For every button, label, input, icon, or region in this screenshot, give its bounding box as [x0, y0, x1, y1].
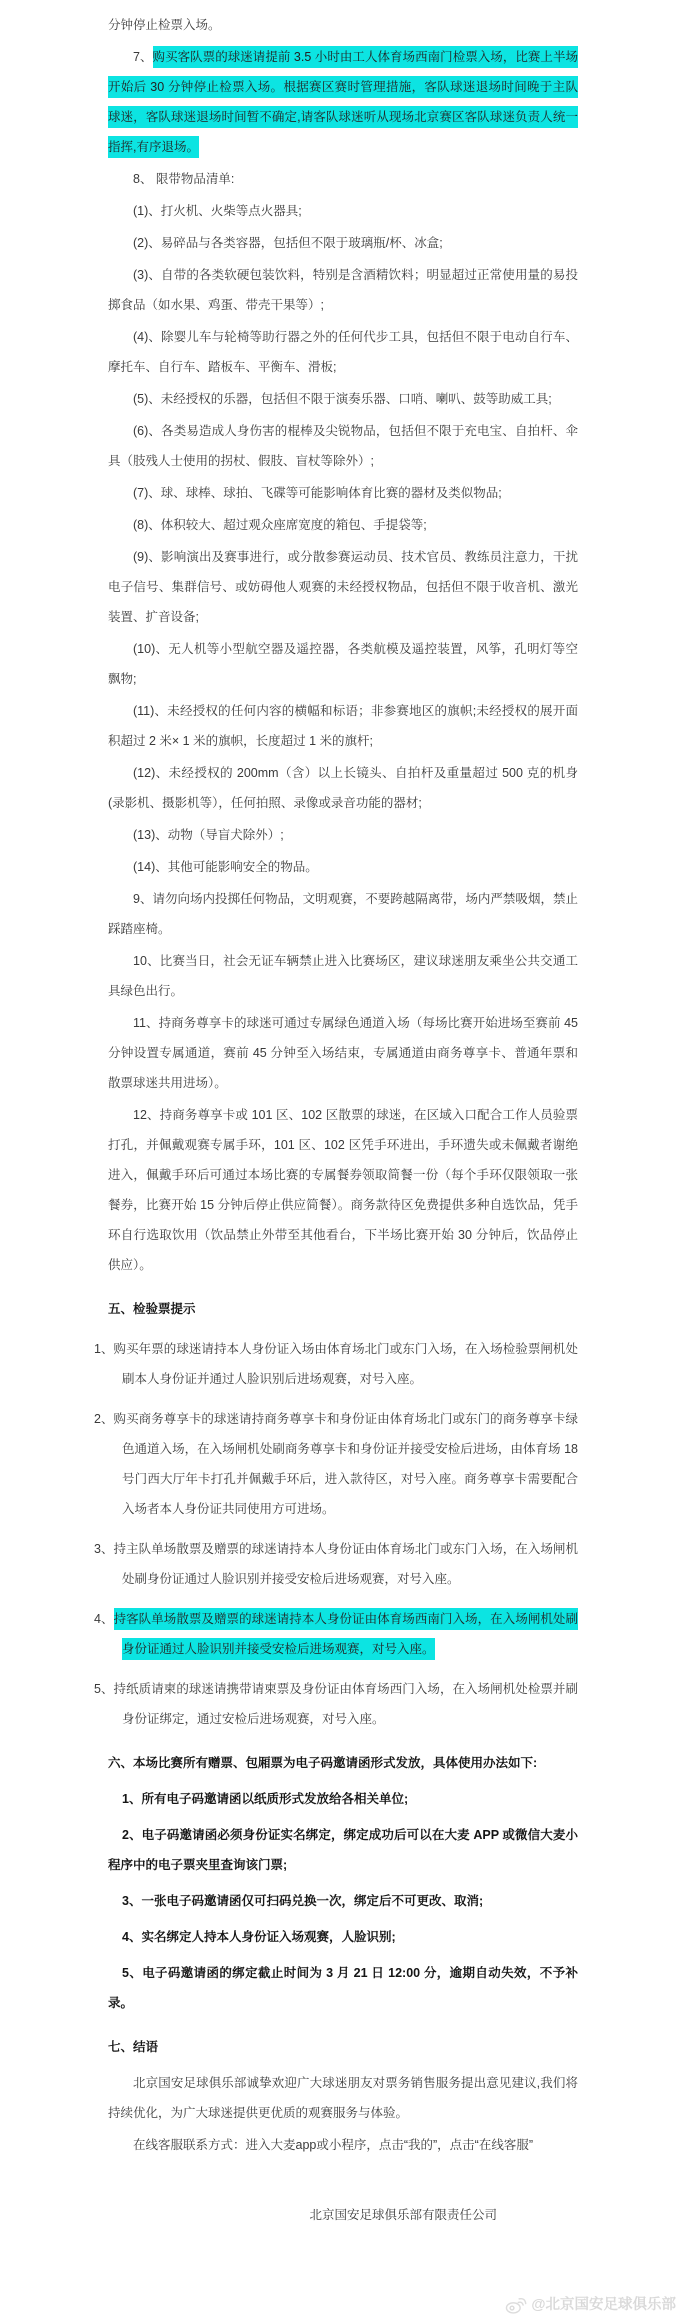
section-heading — [108, 1294, 578, 1324]
signature-company — [108, 2200, 578, 2230]
weibo-watermark — [505, 2295, 676, 2315]
paragraph — [108, 946, 578, 1006]
text-run: 10、比赛当日，社会无证车辆禁止进入比赛场区，建议球迷朋友乘坐公共交通工具绿色出行。 — [108, 954, 578, 998]
text-run: (14)、其他可能影响安全的物品。 — [133, 860, 318, 874]
text-run: (11)、未经授权的任何内容的横幅和标语；非参赛地区的旗帜;未经授权的展开面积超过 2 米× 1 米的旗帜，长度超过 1 米的旗杆; — [108, 704, 578, 748]
text-run: (8)、体积较大、超过观众座席宽度的箱包、手提袋等; — [133, 518, 427, 532]
text-run: 北京国安足球俱乐部诚挚欢迎广大球迷朋友对票务销售服务提出意见建议,我们将持续优化，为广大球迷提供更优质的观赛服务与体验。 — [108, 2076, 578, 2120]
text-run: (4)、除婴儿车与轮椅等助行器之外的任何代步工具，包括但不限于电动自行车、摩托车、自行车、踏板车、平衡车、滑板; — [108, 330, 578, 374]
paragraph — [108, 478, 578, 508]
paragraph — [108, 384, 578, 414]
paragraph — [108, 2130, 578, 2160]
text-run: 4、实名绑定人持本人身份证入场观赛，人脸识别; — [122, 1930, 396, 1944]
text-run: (3)、自带的各类软硬包装饮料，特别是含酒精饮料；明显超过正常使用量的易投掷食品（如水果、鸡蛋、带壳干果等）; — [108, 268, 578, 312]
text-run: 分钟停止检票入场。 — [108, 18, 221, 32]
section-heading — [108, 2032, 578, 2062]
text-run: (7)、球、球棒、球拍、飞碟等可能影响体育比赛的器材及类似物品; — [133, 486, 502, 500]
paragraph — [94, 1534, 578, 1594]
paragraph — [108, 322, 578, 382]
paragraph — [108, 42, 578, 162]
text-run: 5、持纸质请柬的球迷请携带请柬票及身份证由体育场西门入场，在入场闸机处检票并刷身份证绑定，通过安检后进场观赛，对号入座。 — [94, 1682, 578, 1726]
text-run: 2、购买商务尊享卡的球迷请持商务尊享卡和身份证由体育场北门或东门的商务尊享卡绿色通道入场，在入场闸机处刷商务尊享卡和身份证并接受安检后进场，由体育场 18 号门西大厅年卡打孔并佩戴手环后，进入款待区，对号入座。商务尊享卡需要配合入场者本人身份证共同使用方可进场。 — [94, 1412, 578, 1516]
text-run: 五、检验票提示 — [108, 1302, 196, 1316]
paragraph — [108, 852, 578, 882]
paragraph — [94, 1334, 578, 1394]
paragraph — [108, 1958, 578, 2018]
paragraph — [108, 2068, 578, 2128]
paragraph — [108, 1008, 578, 1098]
text-run: (10)、无人机等小型航空器及遥控器，各类航模及遥控装置，风筝，孔明灯等空飘物; — [108, 642, 578, 686]
paragraph — [108, 884, 578, 944]
text-run: (5)、未经授权的乐器，包括但不限于演奏乐器、口哨、喇叭、鼓等助威工具; — [133, 392, 552, 406]
text-run: 7、 — [133, 50, 153, 64]
paragraph — [94, 1674, 578, 1734]
paragraph — [108, 416, 578, 476]
text-run: 1、所有电子码邀请函以纸质形式发放给各相关单位; — [122, 1792, 409, 1806]
weibo-icon — [505, 2296, 527, 2314]
paragraph — [108, 1784, 578, 1814]
text-run: 4、 — [94, 1612, 114, 1626]
text-run: (13)、动物（导盲犬除外）; — [133, 828, 284, 842]
text-run: (12)、未经授权的 200mm（含）以上长镜头、自拍杆及重量超过 500 克的机身(录影机、摄影机等），任何拍照、录像或录音功能的器材; — [108, 766, 578, 810]
paragraph — [94, 1404, 578, 1524]
paragraph — [108, 634, 578, 694]
paragraph — [108, 1100, 578, 1280]
text-run: (9)、影响演出及赛事进行，或分散参赛运动员、技术官员、教练员注意力，干扰电子信号、集群信号、或妨碍他人观赛的未经授权物品，包括但不限于收音机、激光装置、扩音设备; — [108, 550, 578, 624]
paragraph — [108, 820, 578, 850]
text-run: 七、结语 — [108, 2040, 159, 2054]
text-run: 8、 限带物品清单: — [133, 172, 235, 186]
text-run: 六、本场比赛所有赠票、包厢票为电子码邀请函形式发放，具体使用办法如下: — [108, 1756, 538, 1770]
text-run: 11、持商务尊享卡的球迷可通过专属绿色通道入场（每场比赛开始进场至赛前 45 分钟设置专属通道，赛前 45 分钟至入场结束，专属通道由商务尊享卡、普通年票和散票球迷共用进场）。 — [108, 1016, 578, 1090]
watermark-text: @北京国安足球俱乐部 — [531, 2297, 676, 2313]
text-run: 3、持主队单场散票及赠票的球迷请持本人身份证由体育场北门或东门入场，在入场闸机处刷身份证通过人脸识别并接受安检后进场观赛，对号入座。 — [94, 1542, 578, 1586]
paragraph — [108, 196, 578, 226]
paragraph — [108, 758, 578, 818]
paragraph — [108, 1922, 578, 1952]
highlighted-text: 持客队单场散票及赠票的球迷请持本人身份证由体育场西南门入场，在入场闸机处刷身份证通过人脸识别并接受安检后进场观赛，对号入座。 — [114, 1608, 578, 1660]
highlighted-text: 购买客队票的球迷请提前 3.5 小时由工人体育场西南门检票入场，比赛上半场开始后 30 分钟停止检票入场。根据赛区赛时管理措施，客队球迷退场时间晚于主队球迷，客队球迷退场时间暂不确定,请客队球迷听从现场北京赛区客队球迷负责人统一指挥,有序退场。 — [108, 46, 578, 158]
text-run: 1、购买年票的球迷请持本人身份证入场由体育场北门或东门入场，在入场检验票闸机处刷本人身份证并通过人脸识别后进场观赛，对号入座。 — [94, 1342, 578, 1386]
paragraph — [108, 1886, 578, 1916]
text-run: 北京国安足球俱乐部有限责任公司 — [309, 2208, 497, 2222]
paragraph — [108, 164, 578, 194]
paragraph — [108, 1820, 578, 1880]
paragraph — [108, 542, 578, 632]
section-heading — [108, 1748, 578, 1778]
text-run: 9、请勿向场内投掷任何物品，文明观赛，不要跨越隔离带，场内严禁吸烟，禁止踩踏座椅。 — [108, 892, 578, 936]
paragraph — [108, 696, 578, 756]
paragraph — [94, 1604, 578, 1664]
paragraph — [108, 228, 578, 258]
text-run: (1)、打火机、火柴等点火器具; — [133, 204, 302, 218]
text-run: (6)、各类易造成人身伤害的棍棒及尖锐物品，包括但不限于充电宝、自拍杆、伞具（肢残人士使用的拐杖、假肢、盲杖等除外）; — [108, 424, 578, 468]
text-run: 5、电子码邀请函的绑定截止时间为 3 月 21 日 12:00 分，逾期自动失效，不予补录。 — [108, 1966, 578, 2010]
paragraph — [108, 10, 578, 40]
text-run: (2)、易碎品与各类容器，包括但不限于玻璃瓶/杯、冰盒; — [133, 236, 443, 250]
text-run: 2、电子码邀请函必须身份证实名绑定，绑定成功后可以在大麦 APP 或微信大麦小程序中的电子票夹里查询该门票; — [108, 1828, 578, 1872]
text-run: 3、一张电子码邀请函仅可扫码兑换一次，绑定后不可更改、取消; — [122, 1894, 484, 1908]
paragraph — [108, 510, 578, 540]
text-run: 在线客服联系方式：进入大麦app或小程序，点击“我的”，点击“在线客服” — [133, 2138, 534, 2152]
paragraph — [108, 260, 578, 320]
text-run: 12、持商务尊享卡或 101 区、102 区散票的球迷，在区域入口配合工作人员验票打孔，并佩戴观赛专属手环，101 区、102 区凭手环进出，手环遗失或未佩戴者谢绝进入，佩戴手环后可通过本场比赛的专属餐券领取简餐一份（每个手环仅限领取一张餐券，比赛开始 15 分钟后停止供应简餐）。商务款待区免费提供多种自选饮品，凭手环自行选取饮用（饮品禁止外带至其他看台，下半场比赛开始 30 分钟后，饮品停止供应）。 — [108, 1108, 578, 1272]
